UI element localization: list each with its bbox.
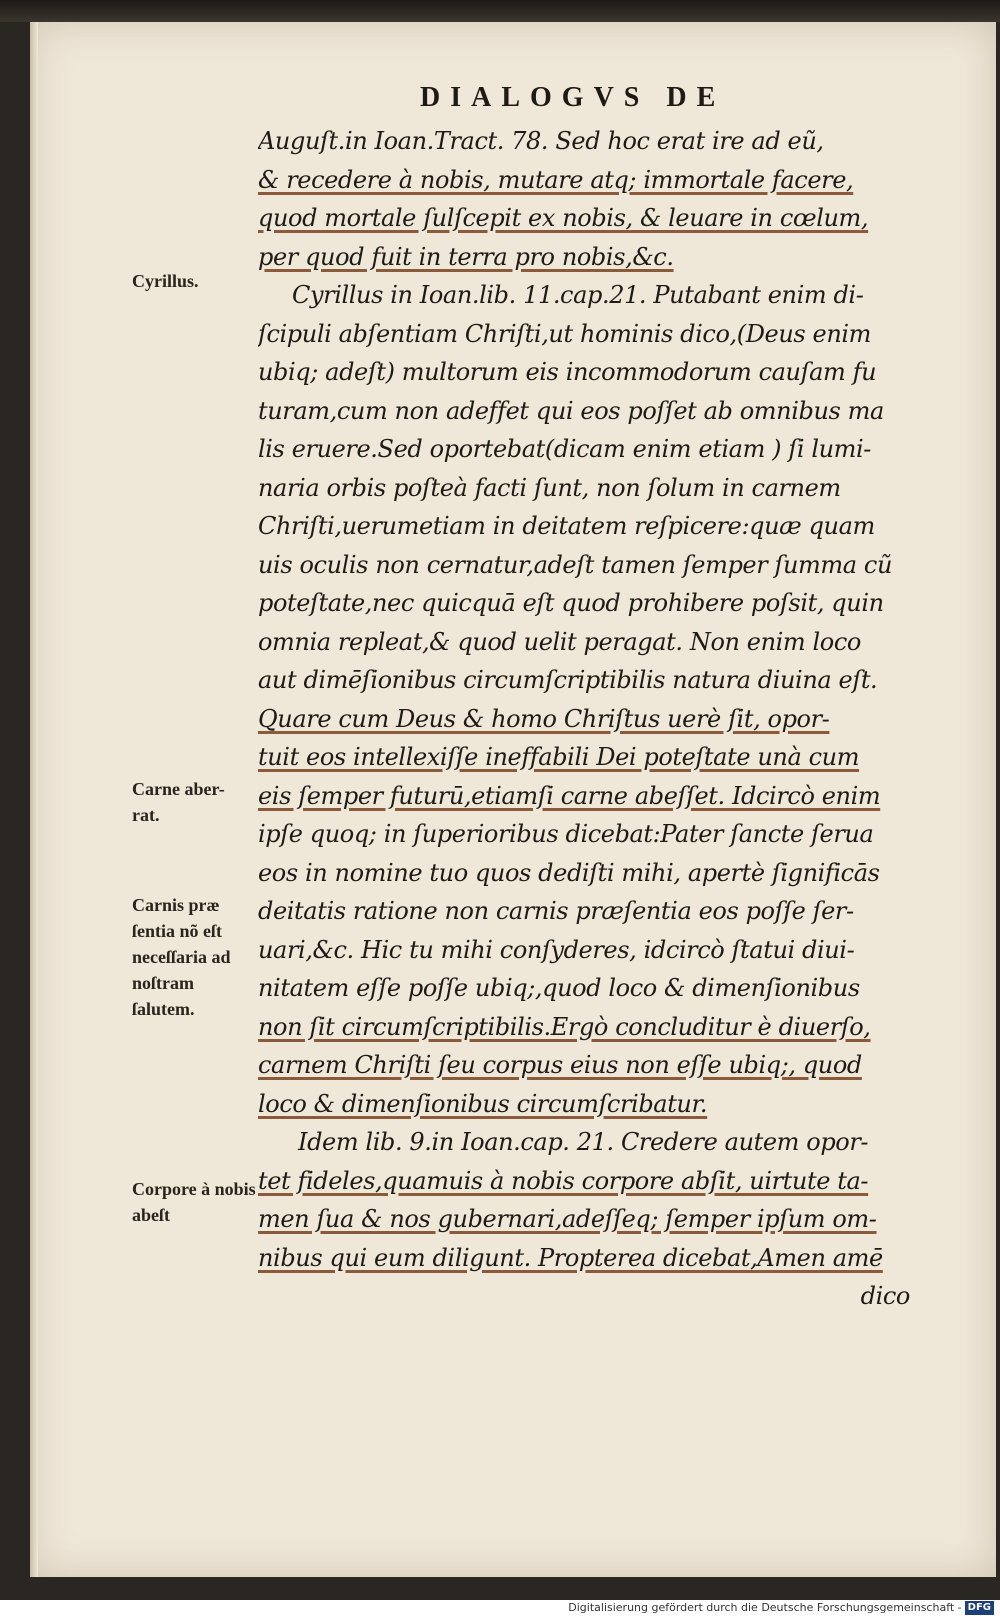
text-line: naria orbis poſteà facti ſunt, non ſolum in carnem: [258, 473, 841, 502]
text-line: poteſtate,nec quicquā eſt quod prohibere poſsit, quin: [258, 589, 884, 617]
text-line-underlined: per quod fuit in terra pro nobis,&c.: [258, 242, 674, 271]
text-line: eos in nomine tuo quos dediſti mihi, apertè ſignificās: [258, 858, 880, 887]
text-line-underlined: non ſit circumſcriptibilis.Ergò concluditur è diuerſo,: [258, 1012, 871, 1041]
text-line: omnia repleat,& quod uelit peragat. Non enim loco: [258, 627, 861, 656]
text-line: Idem lib. 9.in Ioan.cap. 21. Credere autem opor-: [298, 1128, 869, 1156]
text-line: uari,&c. Hic tu mihi conſyderes, idcircò ſtatui diui-: [258, 935, 855, 964]
text-line: Chriſti,uerumetiam in deitatem reſpicere:quæ quam: [258, 512, 875, 540]
page-gutter-shadow: [30, 22, 38, 1577]
text-line-underlined: men ſua & nos gubernari,adeſſeq; ſemper ipſum om-: [258, 1205, 877, 1233]
text-line-underlined: nibus qui eum diligunt. Propterea dicebat,Amen amē: [258, 1243, 883, 1272]
catchword: dico: [860, 1282, 910, 1310]
margin-note-cyrillus: Cyrillus.: [132, 271, 199, 291]
text-line: Cyrillus in Ioan.lib. 11.cap.21. Putabant enim di-: [292, 281, 864, 309]
dfg-logo: DFG: [965, 1601, 994, 1615]
digitization-footer: [568, 1598, 994, 1618]
text-line-underlined: eis ſemper futurū,etiamſi carne abeſſet. Idcircò enim: [258, 781, 881, 810]
text-line-underlined: & recedere à nobis, mutare atq; immortale facere,: [258, 165, 854, 194]
text-line: nitatem eſſe poſſe ubiq;,quod loco & dimenſionibus: [258, 974, 860, 1002]
text-line: ipſe quoq; in ſuperioribus dicebat:Pater ſancte ſerua: [258, 820, 874, 848]
text-line-underlined: tuit eos intellexiſſe ineffabili Dei poteſtate unà cum: [258, 743, 860, 771]
running-head: DIALOGVS DE: [420, 82, 726, 113]
text-line-underlined: loco & dimenſionibus circumſcribatur.: [258, 1089, 708, 1118]
margin-note-carnis-praesentia: Carnis præ ſentia nõ eſt neceſſaria ad noſtram ſalutem.: [132, 895, 231, 1019]
text-line: turam,cum non adeffet qui eos poſſet ab omnibus ma: [258, 396, 884, 425]
margin-note-corpore-nobis: Corpore à nobis abeſt: [132, 1179, 256, 1225]
scan-top-edge: [0, 0, 1000, 22]
text-line: uis oculis non cernatur,adeſt tamen ſemper ſumma cũ: [258, 550, 892, 579]
text-line: ſcipuli abſentiam Chriſti,ut hominis dico,(Deus enim: [258, 319, 872, 348]
text-line: aut dimēſionibus circumſcriptibilis natura diuina eſt.: [258, 666, 878, 694]
text-line: lis eruere.Sed oportebat(dicam enim etiam ) ſi lumi-: [258, 435, 872, 463]
body-text: [258, 122, 958, 1316]
text-line: deitatis ratione non carnis præſentia eos poſſe ſer-: [258, 897, 854, 925]
footer-text: Digitalisierung gefördert durch die Deutsche Forschungsgemeinschaft -: [568, 1601, 962, 1614]
text-line: ubiq; adeſt) multorum eis incommodorum cauſam fu: [258, 358, 877, 386]
text-line-underlined: Quare cum Deus & homo Chriſtus uerè ſit, opor-: [258, 704, 830, 733]
text-line-underlined: carnem Chriſti ſeu corpus eius non eſſe ubiq;, quod: [258, 1051, 862, 1079]
text-line: Auguſt.in Ioan.Tract. 78. Sed hoc erat ire ad eũ,: [258, 127, 824, 155]
margin-note-carne-aberat: Carne aber-rat.: [132, 779, 225, 825]
text-line-underlined: tet fideles,quamuis à nobis corpore abſit, uirtute ta-: [258, 1166, 869, 1195]
text-line-underlined: quod mortale ſulſcepit ex nobis, & leuare in cœlum,: [258, 204, 869, 232]
